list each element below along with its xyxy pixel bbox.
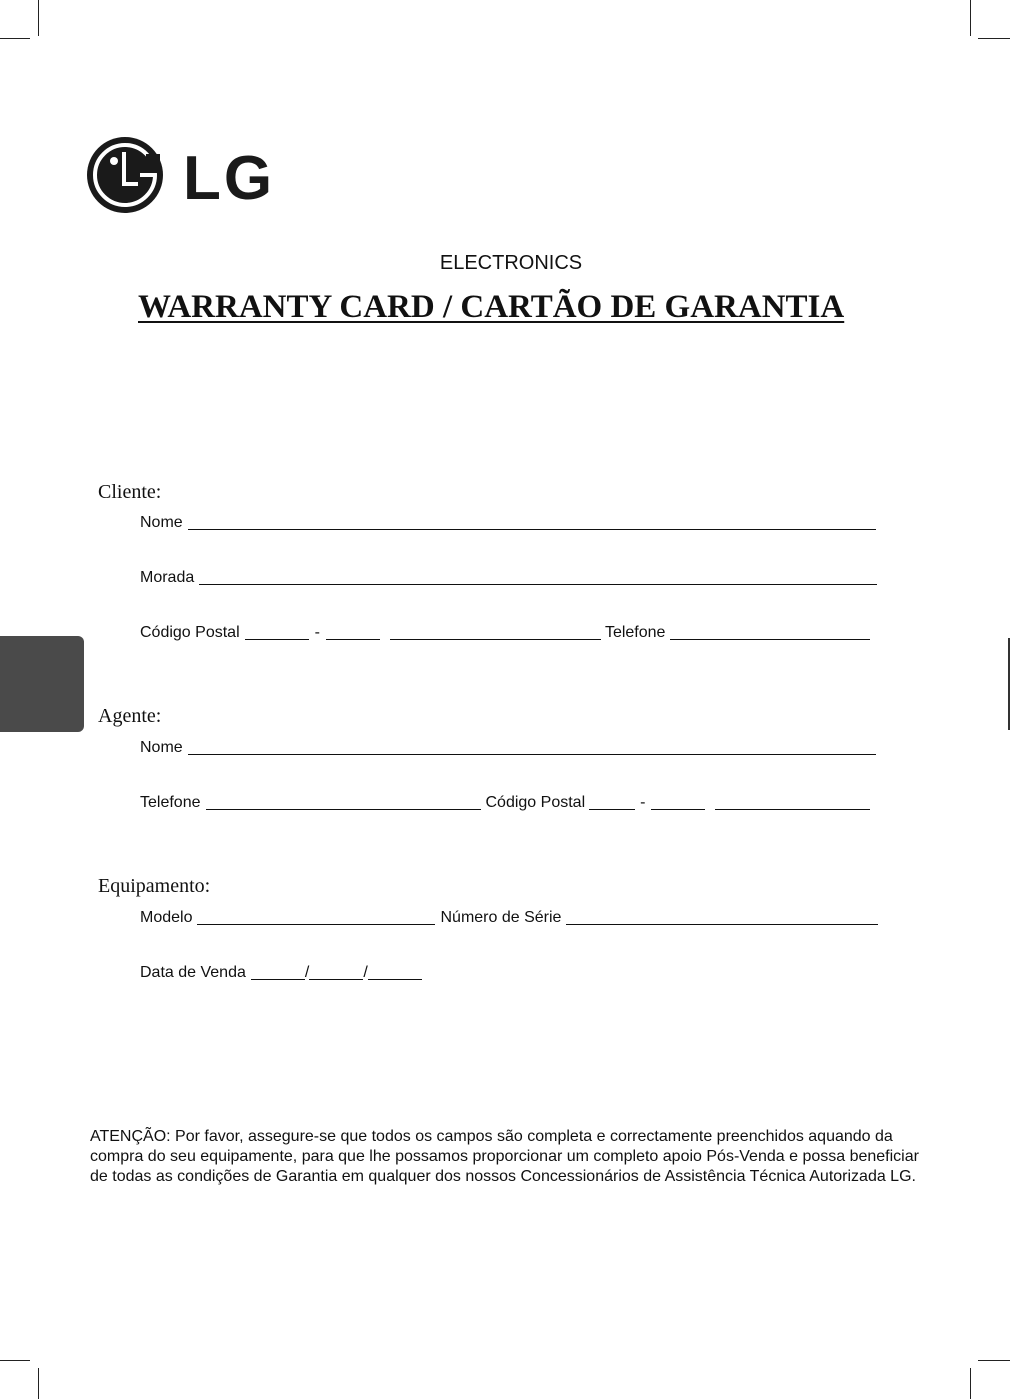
- cliente-localidade-field[interactable]: [390, 638, 601, 640]
- cliente-codigo-postal-field-2[interactable]: [326, 638, 380, 640]
- equipamento-modelo-field[interactable]: [197, 923, 435, 925]
- data-venda-mes-field[interactable]: [309, 978, 363, 980]
- crop-mark-bottom-left-v: [38, 1368, 39, 1399]
- agente-localidade-field[interactable]: [715, 808, 870, 810]
- cliente-codigo-postal-dash: -: [314, 624, 320, 641]
- page-title: WARRANTY CARD / CARTÃO DE GARANTIA: [138, 289, 845, 325]
- logo-wordmark: LG: [183, 144, 276, 213]
- equipamento-modelo-row: [140, 903, 878, 927]
- side-tab: [0, 636, 84, 732]
- cliente-codigo-postal-row: [140, 618, 870, 642]
- cliente-nome-row: [140, 508, 876, 532]
- brand-subtitle: ELECTRONICS: [439, 252, 583, 274]
- section-heading-equipamento: Equipamento:: [98, 875, 211, 897]
- crop-mark-top-left-v: [38, 0, 39, 36]
- agente-codigo-postal-field-1[interactable]: [589, 808, 635, 810]
- crop-mark-bottom-right-h: [978, 1360, 1010, 1361]
- crop-mark-top-right-v: [970, 0, 971, 36]
- agente-telefone-field[interactable]: [206, 808, 481, 810]
- cliente-nome-label: Nome: [140, 514, 183, 531]
- agente-nome-field[interactable]: [188, 753, 876, 755]
- agente-codigo-postal-dash: -: [640, 794, 646, 811]
- cliente-nome-field[interactable]: [188, 528, 876, 530]
- agente-telefone-label: Telefone: [140, 794, 201, 811]
- data-venda-slash-1: /: [304, 964, 310, 981]
- data-venda-slash-2: /: [363, 964, 368, 981]
- crop-mark-bottom-right-v: [970, 1368, 971, 1399]
- cliente-telefone-field[interactable]: [670, 638, 870, 640]
- cliente-codigo-postal-field-1[interactable]: [245, 638, 309, 640]
- cliente-telefone-label: Telefone: [604, 624, 666, 641]
- crop-mark-top-right-h: [978, 38, 1010, 39]
- crop-mark-bottom-left-h: [0, 1360, 30, 1361]
- section-heading-cliente: Cliente:: [98, 481, 162, 503]
- section-heading-agente: Agente:: [98, 705, 162, 727]
- cliente-codigo-postal-label: Código Postal: [140, 624, 240, 641]
- data-venda-ano-field[interactable]: [368, 978, 422, 980]
- data-venda-dia-field[interactable]: [251, 978, 305, 980]
- attention-notice: ATENÇÃO: Por favor, assegure-se que todos os campos são completa e correctamente preenchidos aquando da compra do seu equipamente, para que lhe possamos proporcionar um completo apoio Pós-Venda e possa beneficiar de todas as condições de Garantia em qualquer dos nossos Concessionários de Assistência Técnica Autorizada LG.: [90, 1128, 919, 1185]
- agente-nome-label: Nome: [140, 739, 183, 756]
- lg-logo-icon: [84, 134, 166, 216]
- equipamento-modelo-label: Modelo: [140, 909, 193, 926]
- equipamento-data-venda-row: [140, 958, 422, 982]
- cliente-morada-label: Morada: [140, 569, 195, 586]
- agente-codigo-postal-label: Código Postal: [485, 794, 586, 811]
- equipamento-numero-serie-label: Número de Série: [440, 909, 562, 926]
- agente-nome-row: [140, 733, 876, 757]
- equipamento-numero-serie-field[interactable]: [566, 923, 878, 925]
- agente-telefone-row: [140, 788, 870, 812]
- cliente-morada-row: [140, 563, 877, 587]
- cliente-morada-field[interactable]: [199, 583, 877, 585]
- agente-codigo-postal-field-2[interactable]: [651, 808, 705, 810]
- equipamento-data-venda-label: Data de Venda: [140, 964, 246, 981]
- crop-mark-top-left-h: [0, 38, 30, 39]
